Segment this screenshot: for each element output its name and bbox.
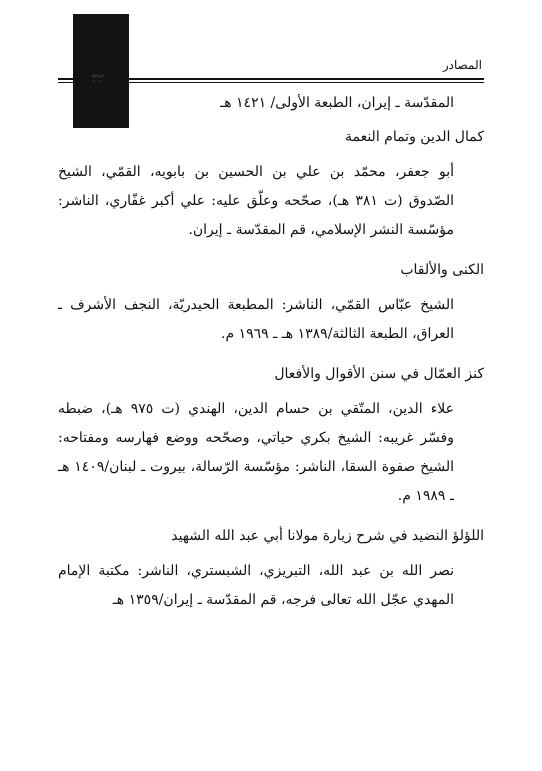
- entry-body: علاء الدين، المتّقي بن حسام الدين، الهندي (ت ٩٧٥ هـ)، ضبطه وفسّر غريبه: الشيخ بكري حياتي، وصحّحه ووضع فهارسه ومفتاحه: الشيخ صفوة السقا، الناشر: مؤسّسة الرّسالة، بيروت ـ لبنان/١٤٠٩ هـ ـ ١٩٨٩ م.: [58, 401, 455, 504]
- running-head: المصادر: [442, 58, 482, 72]
- entry-title: الكنى والألقاب: [400, 262, 484, 278]
- bibliography-entry: [58, 90, 484, 116]
- bibliography-entry: [58, 525, 484, 615]
- entry-body: أبو جعفر، محمّد بن علي بن الحسين بن بابويه، القمّي، الشيخ الصّدوق (ت ٣٨١ هـ)، صحّحه وعلّق عليه: علي أكبر غفّاري، الناشر: مؤسّسة النشر الإسلامي، قم المقدّسة ـ إيران.: [58, 164, 455, 238]
- entry-body: نصر الله بن عبد الله، التبريزي، الشبستري، الناشر: مكتبة الإمام المهدي عجّل الله تعالى فرجه، قم المقدّسة ـ إيران/١٣٥٩ هـ: [58, 563, 454, 608]
- entry-title: كنز العمّال في سنن الأقوال والأفعال: [274, 366, 484, 382]
- bibliography-entry: [58, 259, 484, 349]
- entry-title: اللؤلؤ النضيد في شرح زيارة مولانا أبي عبد الله الشهيد: [171, 528, 484, 544]
- header-rule-thick: [58, 78, 484, 80]
- bibliography-list: [58, 90, 484, 615]
- header-rule-thin: [58, 82, 484, 83]
- entry-body: الشيخ عبّاس القمّي، الناشر: المطبعة الحيدريّة، النجف الأشرف ـ العراق، الطبعة الثالثة/١٣٨٩ هـ ـ ١٩٦٩ م.: [58, 297, 454, 342]
- bibliography-entry: [58, 126, 484, 245]
- entry-title: كمال الدين وتمام النعمة: [344, 129, 484, 145]
- entry-body: المقدّسة ـ إيران، الطبعة الأولى/ ١٤٢١ هـ: [220, 95, 454, 111]
- bibliography-entry: [58, 363, 484, 511]
